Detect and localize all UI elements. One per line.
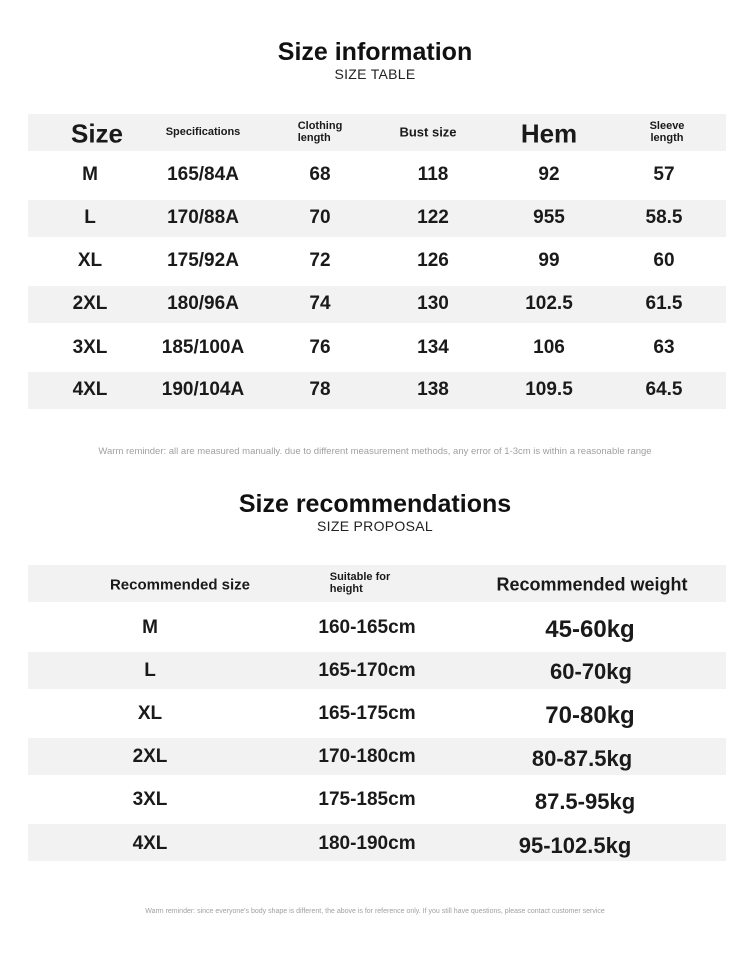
header-suitable-height	[330, 571, 391, 595]
size-cell: L	[84, 207, 96, 228]
sleeve-cell: 61.5	[645, 293, 683, 314]
size-cell: 2XL	[72, 293, 108, 314]
height-cell: 165-175cm	[318, 703, 416, 724]
size-info-subtitle: SIZE TABLE	[334, 66, 416, 82]
sleeve-cell: 64.5	[645, 379, 683, 400]
bust-cell: 122	[417, 207, 449, 228]
size-table-row-band	[28, 372, 726, 409]
clothing-length-cell: 74	[309, 293, 331, 314]
hem-cell: 109.5	[525, 379, 573, 400]
header-sleeve-length	[650, 120, 685, 144]
clothing-length-cell: 72	[309, 250, 331, 271]
header-clothing-length	[298, 120, 343, 144]
size-table-row-band	[28, 200, 726, 237]
spec-cell: 180/96A	[167, 293, 239, 314]
header-sleeve-line2: length	[650, 132, 684, 144]
header-height-line1: Suitable for	[329, 571, 391, 583]
bust-cell: 130	[417, 293, 449, 314]
weight-cell: 80-87.5kg	[531, 746, 633, 771]
header-recommended-weight: Recommended weight	[496, 574, 688, 595]
size-cell: M	[82, 164, 98, 185]
size-cell: 3XL	[72, 337, 108, 358]
header-hem: Hem	[520, 118, 578, 149]
rec-size-cell: XL	[137, 703, 163, 724]
sleeve-cell: 58.5	[645, 207, 683, 228]
header-size: Size	[70, 118, 124, 149]
header-height-line2: height	[329, 583, 363, 595]
sleeve-cell: 60	[653, 250, 675, 271]
rec-size-cell: L	[144, 660, 156, 681]
size-rec-subtitle: SIZE PROPOSAL	[317, 518, 433, 534]
clothing-length-cell: 78	[309, 379, 331, 400]
spec-cell: 185/100A	[161, 337, 245, 358]
hem-cell: 106	[533, 337, 565, 358]
size-rec-reminder: Warm reminder: since everyone's body shape is different, the above is for reference only. If you still have questions, please contact customer service	[145, 908, 605, 915]
height-cell: 165-170cm	[318, 660, 416, 681]
header-sleeve-line1: Sleeve	[649, 120, 685, 132]
header-recommended-size: Recommended size	[109, 576, 251, 594]
size-cell: 4XL	[72, 379, 108, 400]
weight-cell: 87.5-95kg	[534, 789, 636, 814]
sleeve-cell: 63	[653, 337, 675, 358]
bust-cell: 134	[417, 337, 449, 358]
bust-cell: 118	[417, 164, 449, 185]
spec-cell: 165/84A	[167, 164, 239, 185]
size-info-title: Size information	[277, 38, 473, 66]
hem-cell: 102.5	[525, 293, 573, 314]
weight-cell: 70-80kg	[545, 702, 635, 729]
spec-cell: 170/88A	[167, 207, 239, 228]
size-cell: XL	[77, 250, 103, 271]
rec-size-cell: 3XL	[132, 789, 168, 810]
height-cell: 180-190cm	[318, 833, 416, 854]
rec-size-cell: 4XL	[132, 833, 168, 854]
clothing-length-cell: 70	[309, 207, 331, 228]
header-clothing-line1: Clothing	[297, 120, 343, 132]
hem-cell: 99	[538, 250, 560, 271]
spec-cell: 175/92A	[167, 250, 239, 271]
bust-cell: 126	[417, 250, 449, 271]
hem-cell: 955	[533, 207, 565, 228]
bust-cell: 138	[417, 379, 449, 400]
weight-cell: 95-102.5kg	[518, 833, 632, 858]
clothing-length-cell: 68	[309, 164, 331, 185]
hem-cell: 92	[538, 164, 560, 185]
size-info-reminder: Warm reminder: all are measured manually. due to different measurement methods, any error of 1-3cm is within a reasonable range	[98, 446, 652, 457]
clothing-length-cell: 76	[309, 337, 331, 358]
header-bust-size: Bust size	[399, 124, 457, 140]
size-table-row-band	[28, 286, 726, 323]
size-table-header-band	[28, 114, 726, 151]
sleeve-cell: 57	[653, 164, 675, 185]
weight-cell: 45-60kg	[545, 616, 635, 643]
header-clothing-line2: length	[297, 132, 331, 144]
height-cell: 170-180cm	[318, 746, 416, 767]
rec-size-cell: 2XL	[132, 746, 168, 767]
height-cell: 160-165cm	[318, 617, 416, 638]
height-cell: 175-185cm	[318, 789, 416, 810]
rec-size-cell: M	[142, 617, 158, 638]
header-specifications: Specifications	[165, 126, 241, 138]
size-rec-title: Size recommendations	[238, 490, 512, 518]
weight-cell: 60-70kg	[550, 659, 632, 684]
spec-cell: 190/104A	[161, 379, 245, 400]
